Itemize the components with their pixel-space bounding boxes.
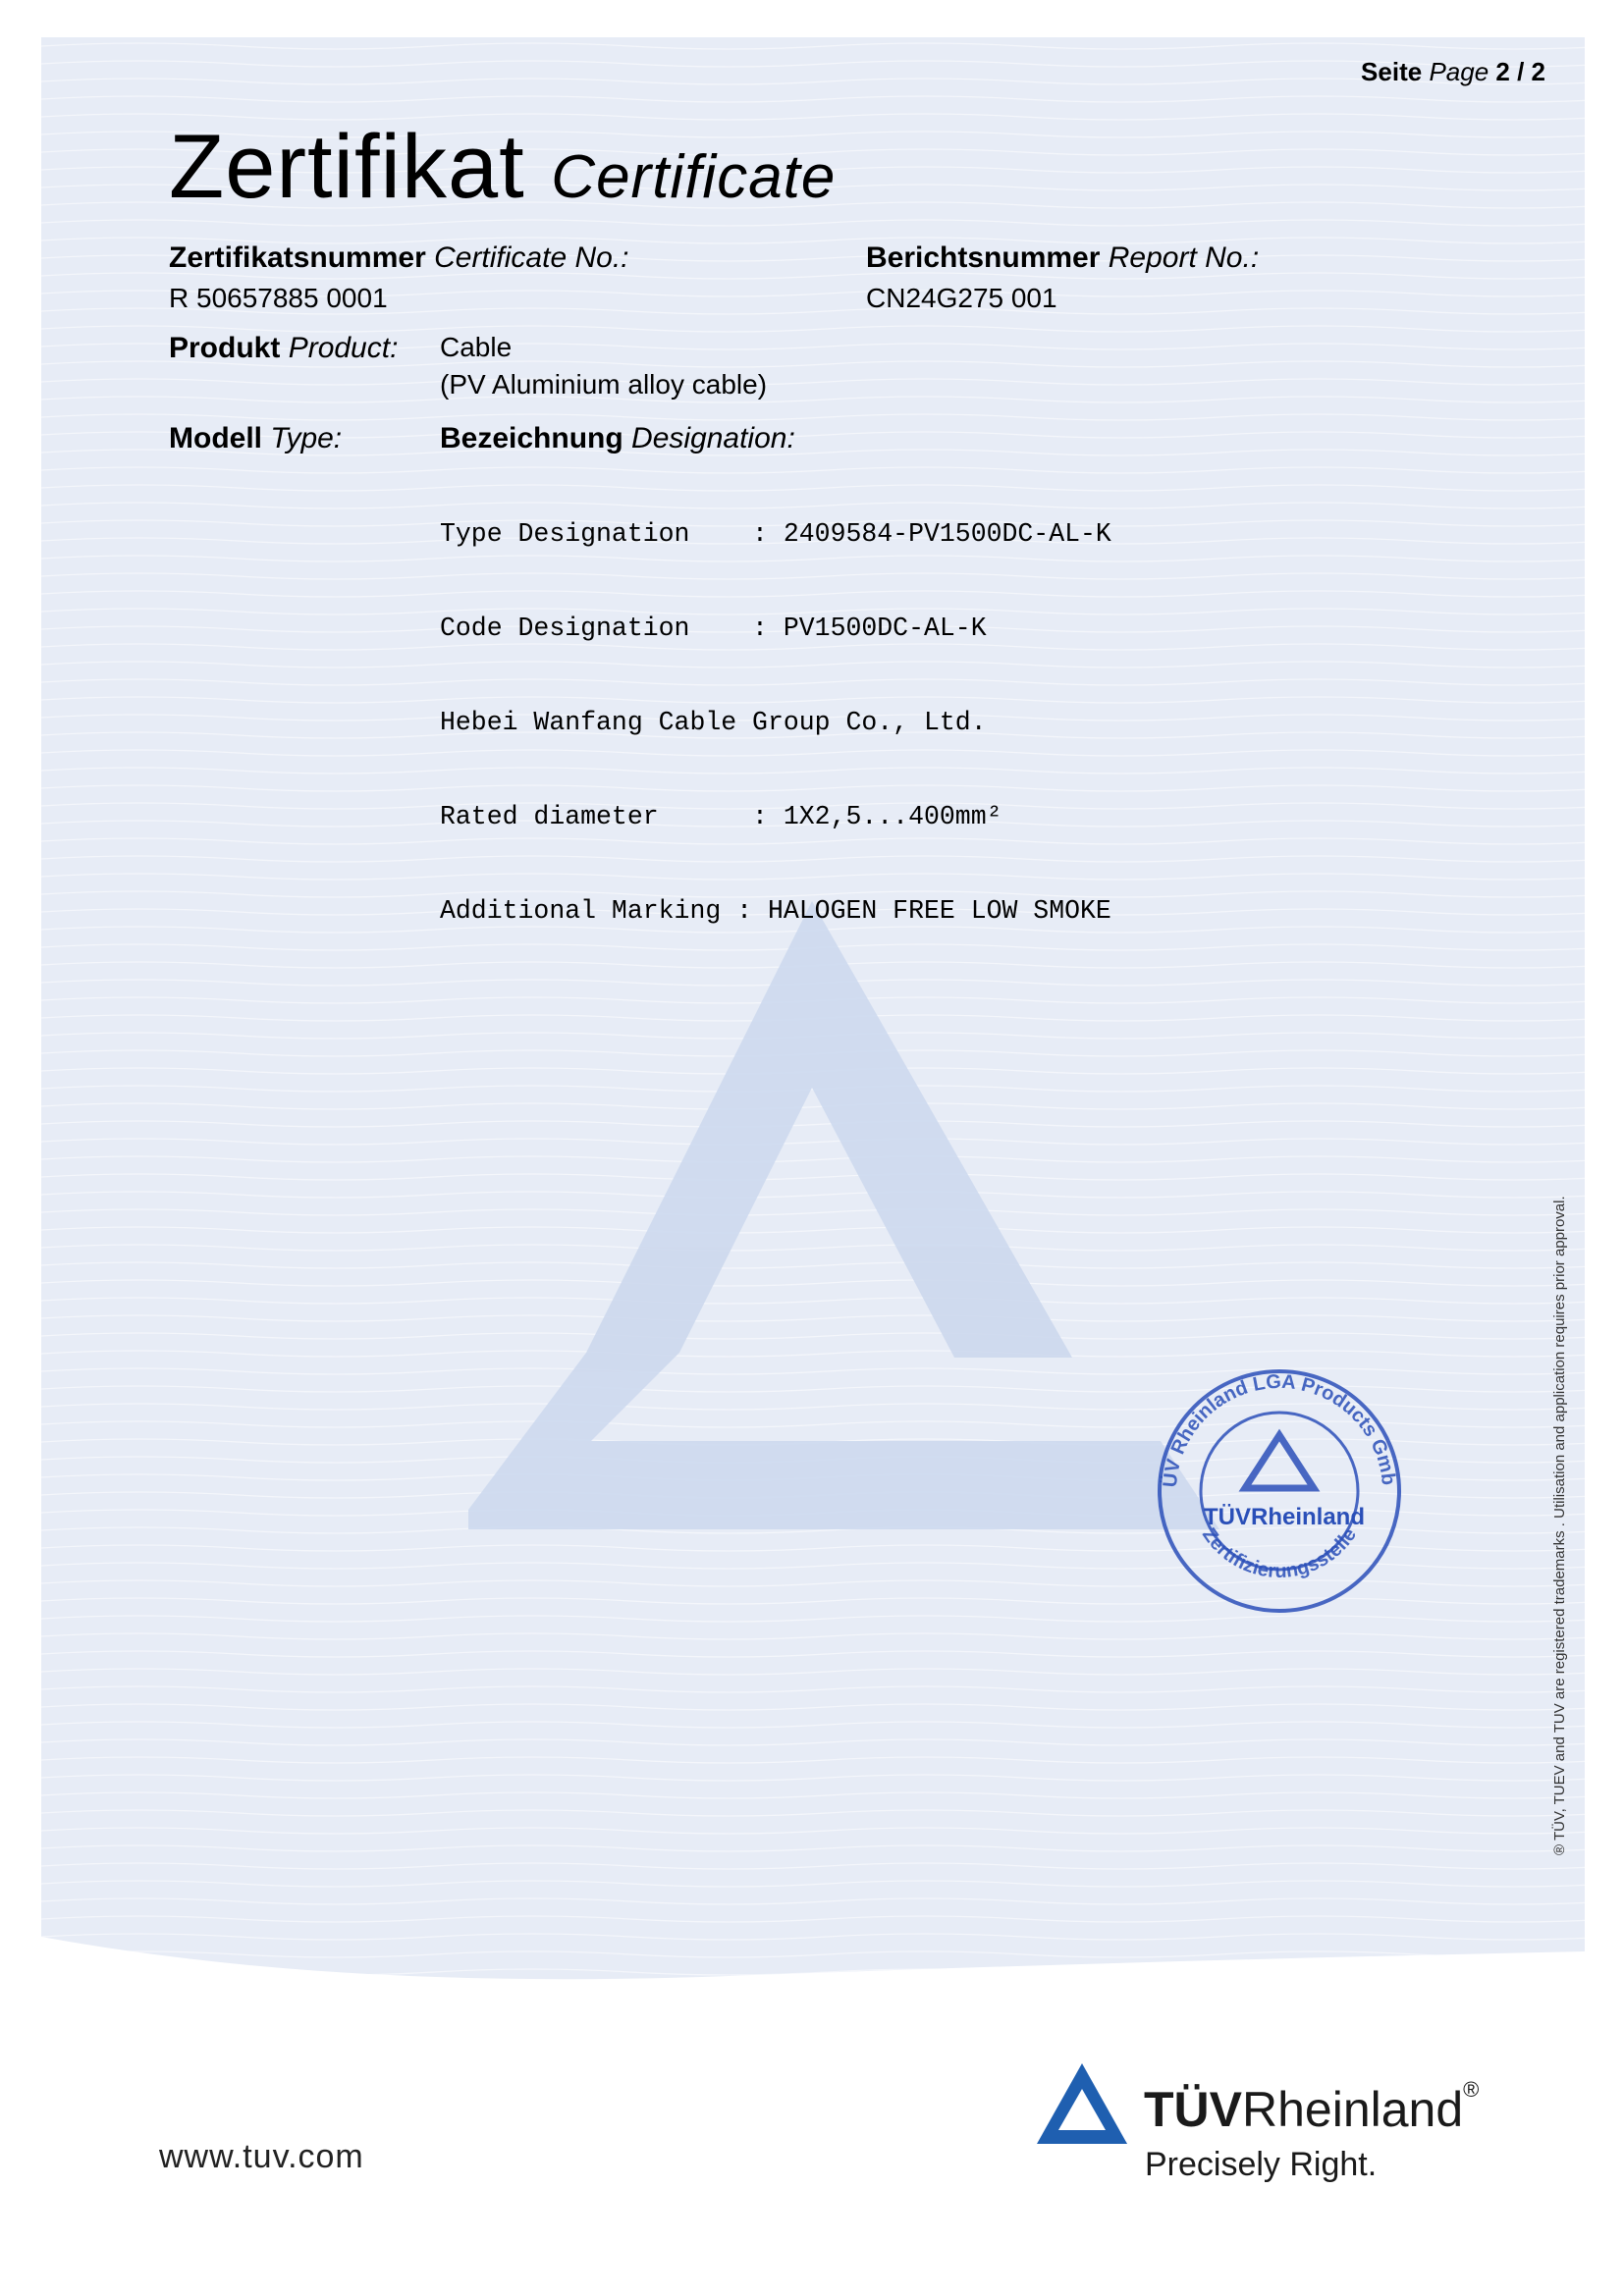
report-number-label [866,241,1259,275]
certificate-label-de: Zertifikatsnummer [169,241,426,274]
designation-line: Rated diameter : 1X2,5...400mm² [440,802,1002,831]
designation-line: Hebei Wanfang Cable Group Co., Ltd. [440,708,987,737]
designation-line: Code Designation : PV1500DC-AL-K [440,614,987,643]
tuv-triangle-logo-icon [1033,2059,1131,2150]
page-number-value: 2 / 2 [1495,57,1545,86]
stamp-ring-bottom: Zertifizierungsstelle [1197,1523,1362,1583]
model-label-de: Modell [169,422,262,454]
page-number [1361,57,1545,87]
stamp-ring-top: ÜV Rheinland LGA Products Gmb [1159,1370,1399,1489]
model-label [169,422,342,455]
product-value-line1: Cable [440,332,513,362]
page-label-de: Seite [1361,57,1423,86]
product-value-line2: (PV Aluminium alloy cable) [440,369,768,400]
brand-registered-mark: ® [1463,2077,1480,2102]
designation-label-de: Bezeichnung [440,422,623,454]
title-en: Certificate [551,143,837,211]
brand-rest: Rheinland [1242,2082,1464,2137]
product-label-en: Product: [288,332,399,364]
stamp-triangle-icon [1245,1435,1314,1488]
certificate-number-value: R 50657885 0001 [169,283,388,313]
designation-details [440,455,1111,958]
svg-text:Zertifizierungsstelle [1198,1524,1361,1582]
trademark-notice: ® TÜV, TUEV and TUV are registered trademarks . Utilisation and application requires prior approval. [1551,1196,1568,1855]
brand-tagline: Precisely Right. [1145,2146,1378,2183]
certificate-label-en: Certificate No.: [434,241,629,274]
model-label-en: Type: [270,422,343,454]
designation-label-en: Designation: [631,422,795,454]
certification-stamp [1147,1359,1412,1629]
designation-line: Type Designation : 2409584-PV1500DC-AL-K [440,519,1111,549]
page-label-en: Page [1429,57,1489,86]
title-de: Zertifikat [169,117,525,217]
report-label-en: Report No.: [1108,241,1260,274]
report-label-de: Berichtsnummer [866,241,1101,274]
product-label-de: Produkt [169,332,281,364]
stamp-center-text: TÜVRheinland [1204,1504,1366,1530]
product-label [169,332,398,365]
designation-label [440,422,795,455]
brand-bold: TÜV [1144,2082,1242,2137]
footer-url[interactable]: www.tuv.com [159,2138,364,2175]
report-number-value: CN24G275 001 [866,283,1057,313]
svg-text:TÜV Rheinland LGA Products Gmb [1147,1359,1399,1488]
page-title [169,116,836,219]
stamp-seal-graphic [1147,1359,1412,1624]
tuv-brand-name [1144,2077,1480,2138]
certificate-number-label [169,241,629,275]
designation-line: Additional Marking : HALOGEN FREE LOW SMOKE [440,896,1111,926]
